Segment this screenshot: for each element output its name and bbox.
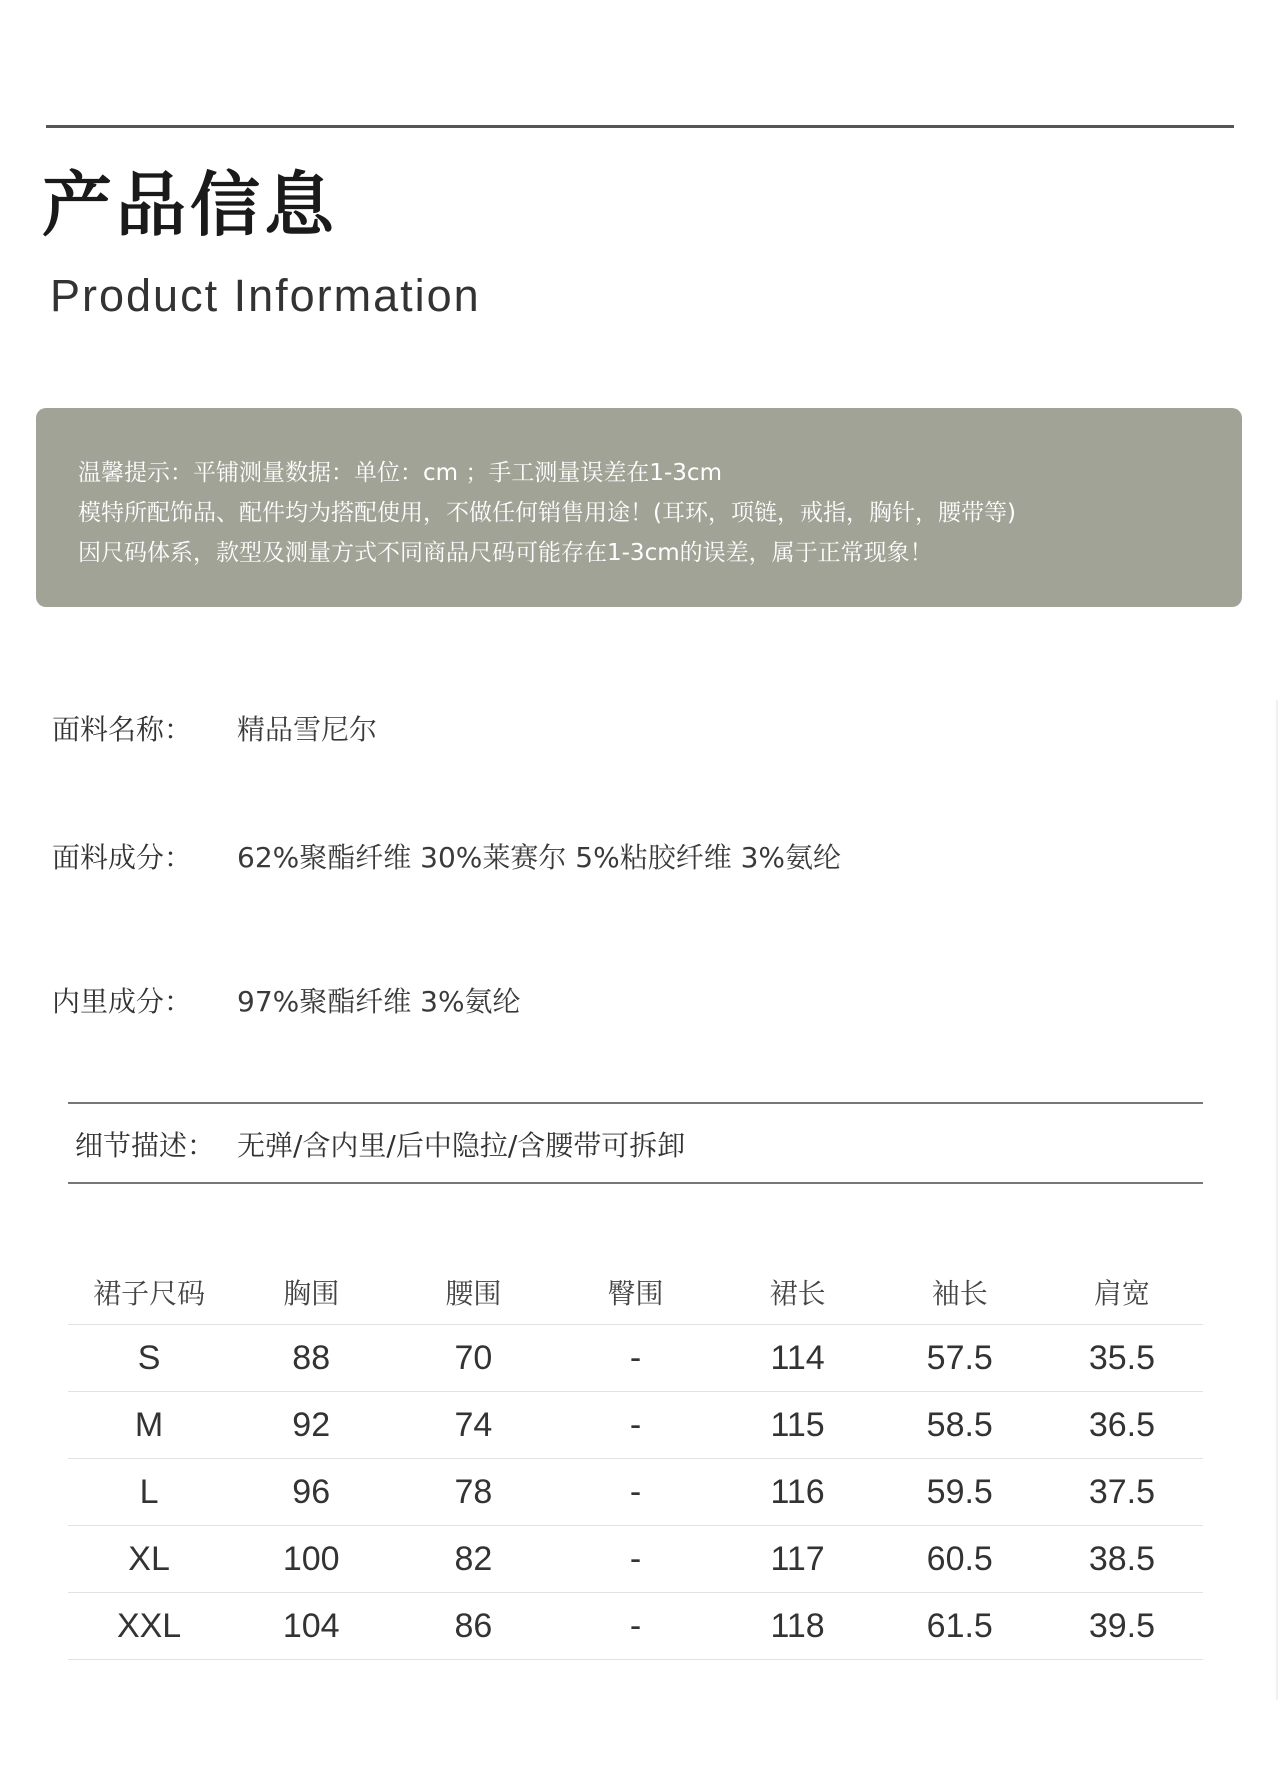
cell-size: S [68,1325,230,1392]
header-hip: 臀围 [554,1260,716,1325]
header-dress-length: 裙长 [717,1260,879,1325]
table-row [68,1325,1203,1392]
cell-dress-length: 114 [717,1325,879,1392]
fabric-composition-label: 面料成分： [52,841,193,874]
header-shoulder: 肩宽 [1041,1260,1203,1325]
fabric-composition-row [52,836,841,876]
table-row [68,1593,1203,1660]
header-waist: 腰围 [392,1260,554,1325]
notice-line: 模特所配饰品、配件均为搭配使用，不做任何销售用途！(耳环，项链，戒指，胸针，腰带等) [78,500,1016,526]
notice-line: 因尺码体系，款型及测量方式不同商品尺码可能存在1-3cm的误差，属于正常现象！ [78,540,933,566]
fabric-name-label: 面料名称： [52,713,193,746]
detail-bottom-divider [68,1182,1203,1184]
cell-waist: 86 [392,1593,554,1660]
detail-row [75,1124,685,1164]
cell-size: XL [68,1526,230,1593]
cell-waist: 70 [392,1325,554,1392]
cell-waist: 82 [392,1526,554,1593]
detail-label: 细节描述： [75,1129,216,1162]
cell-bust: 96 [230,1459,392,1526]
top-divider [46,125,1234,128]
cell-hip: - [554,1593,716,1660]
notice-line: 温馨提示：平铺测量数据：单位：cm ；手工测量误差在1-3cm [78,460,722,486]
lining-composition-row [52,980,521,1020]
cell-dress-length: 118 [717,1593,879,1660]
cell-shoulder: 38.5 [1041,1526,1203,1593]
table-row [68,1526,1203,1593]
header-size: 裙子尺码 [68,1260,230,1325]
cell-shoulder: 35.5 [1041,1325,1203,1392]
edge-divider [1276,700,1278,1700]
cell-sleeve-length: 57.5 [879,1325,1041,1392]
cell-dress-length: 115 [717,1392,879,1459]
size-table-header [68,1260,1203,1325]
cell-bust: 88 [230,1325,392,1392]
cell-shoulder: 37.5 [1041,1459,1203,1526]
cell-dress-length: 116 [717,1459,879,1526]
cell-hip: - [554,1392,716,1459]
cell-hip: - [554,1325,716,1392]
cell-shoulder: 36.5 [1041,1392,1203,1459]
page-title: 产品信息 [42,164,338,246]
fabric-name-row [52,708,377,748]
cell-sleeve-length: 58.5 [879,1392,1041,1459]
cell-dress-length: 117 [717,1526,879,1593]
cell-sleeve-length: 60.5 [879,1526,1041,1593]
page-subtitle: Product Information [50,270,481,321]
table-row [68,1392,1203,1459]
cell-shoulder: 39.5 [1041,1593,1203,1660]
cell-size: L [68,1459,230,1526]
header-bust: 胸围 [230,1260,392,1325]
cell-sleeve-length: 61.5 [879,1593,1041,1660]
notice-box [36,408,1242,607]
detail-value: 无弹/含内里/后中隐拉/含腰带可拆卸 [237,1129,686,1162]
cell-waist: 74 [392,1392,554,1459]
detail-top-divider [68,1102,1203,1104]
lining-composition-value: 97%聚酯纤维 3%氨纶 [237,985,521,1018]
cell-hip: - [554,1459,716,1526]
cell-size: XXL [68,1593,230,1660]
size-table [68,1260,1203,1660]
cell-bust: 100 [230,1526,392,1593]
header-sleeve-length: 袖长 [879,1260,1041,1325]
cell-size: M [68,1392,230,1459]
lining-composition-label: 内里成分： [52,985,193,1018]
cell-hip: - [554,1526,716,1593]
table-row [68,1459,1203,1526]
fabric-composition-value: 62%聚酯纤维 30%莱赛尔 5%粘胶纤维 3%氨纶 [237,841,842,874]
cell-waist: 78 [392,1459,554,1526]
cell-bust: 104 [230,1593,392,1660]
fabric-name-value: 精品雪尼尔 [237,713,378,746]
cell-bust: 92 [230,1392,392,1459]
cell-sleeve-length: 59.5 [879,1459,1041,1526]
